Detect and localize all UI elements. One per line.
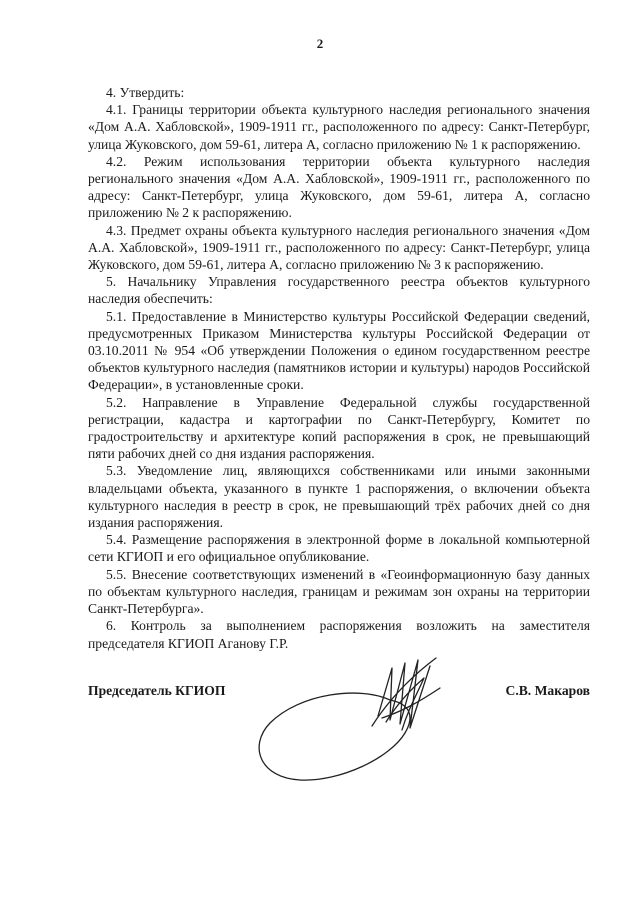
paragraph-4-1: 4.1. Границы территории объекта культурного наследия регионального значения «Дом А.А. Хабловской», 1909-1911 гг., расположенного по адресу: Санкт-Петербург, улица Жуковского, дом 59-61, литера А, согласно приложению № 1 к распоряжению. (88, 102, 590, 152)
signatory-name: С.В. Макаров (505, 683, 590, 698)
paragraph-4-2: 4.2. Режим использования территории объекта культурного наследия регионального значения «Дом А.А. Хабловской», 1909-1911 гг., расположенного по адресу: Санкт-Петербург, улица Жуковского, дом 59-61, литера А, согласно приложению № 2 к распоряжению. (88, 153, 590, 221)
paragraph-5: 5. Начальнику Управления государственного реестра объектов культурного наследия обеспечить: (88, 274, 590, 307)
paragraph-5-5: 5.5. Внесение соответствующих изменений в «Геоинформационную базу данных по объектам культурного наследия, границам и режимам зон охраны на территории Санкт-Петербурга». (88, 566, 590, 617)
handwritten-signature-icon (240, 638, 470, 788)
signatory-title: Председатель КГИОП (88, 683, 226, 698)
paragraph-5-3: 5.3. Уведомление лиц, являющихся собственниками или иными законными владельцами объекта, указанного в пункте 1 распоряжения, о включении объекта культурного наследия в реестр в срок, не превышающий трёх рабочих дней со дня издания распоряжения. (88, 463, 590, 531)
page-number: 2 (316, 36, 324, 51)
paragraph-5-2: 5.2. Направление в Управление Федеральной службы государственной регистрации, кадастра и картографии по Санкт-Петербургу, Комитет по градостроительству и архитектуре копий распоряжения в срок, не превышающий пяти рабочих дней со дня издания распоряжения. (88, 394, 590, 462)
document-body (88, 84, 590, 652)
paragraph-6: 6. Контроль за выполнением распоряжения возложить на заместителя председателя КГИОП Аганову Г.Р. (88, 618, 590, 651)
paragraph-4: 4. Утвердить: (106, 85, 185, 100)
paragraph-5-1: 5.1. Предоставление в Министерство культуры Российской Федерации сведений, предусмотренных Приказом Министерства культуры Российской Федерации от 03.10.2011 № 954 «Об утверждении Положения о едином государственном реестре объектов культурного наследия (памятников истории и культуры) народов Российской Федерации», в установленные сроки. (88, 308, 590, 393)
paragraph-4-3: 4.3. Предмет охраны объекта культурного наследия регионального значения «Дом А.А. Хабловской», 1909-1911 гг., расположенного по адресу: Санкт-Петербург, улица Жуковского, дом 59-61, литера А, согласно приложению № 3 к распоряжению. (88, 222, 590, 273)
paragraph-5-4: 5.4. Размещение распоряжения в электронной форме в локальной компьютерной сети КГИОП и его официальное опубликование. (88, 532, 590, 565)
